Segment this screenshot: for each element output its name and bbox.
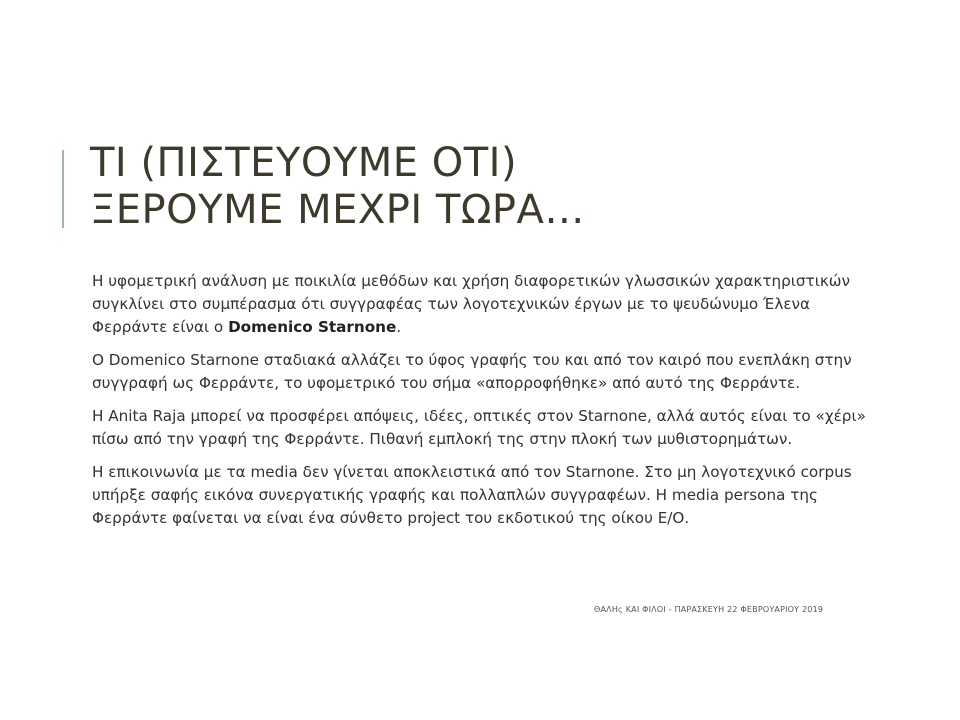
title-line-2: ΞΕΡΟΥΜΕ ΜΕΧΡΙ ΤΩΡΑ… [90, 187, 585, 233]
paragraph-3: Η Anita Raja μπορεί να προσφέρει απόψεις, ιδέες, οπτικές στον Starnone, αλλά αυτός είναι το «χέρι» πίσω από την γραφή της Φερράντε. Πιθανή εμπλοκή της στην πλοκή των μυθιστορημάτων. [92, 407, 866, 448]
slide-footer: ΘΑΛΗς ΚΑΙ ΦΙΛΟΙ - ΠΑΡΑΣΚΕΥΗ 22 ΦΕΒΡΟΥΑΡΙΟΥ 2019 [594, 605, 824, 614]
slide-title [90, 140, 910, 234]
paragraph-1-end: . [396, 318, 402, 336]
title-line-1: ΤΙ (ΠΙΣΤΕΥΟΥΜΕ ΟΤΙ) [90, 140, 518, 186]
title-accent-bar [62, 150, 64, 228]
paragraph-1-text: Η υφομετρική ανάλυση με ποικιλία μεθόδων και χρήση διαφορετικών γλωσσικών χαρακτηριστικών συγκλίνει στο συμπέρασμα ότι συγγραφέας των λογοτεχνικών έργων με το ψευδώνυμο Έλενα Φερράντε είναι ο [92, 272, 850, 336]
paragraph-4: Η επικοινωνία με τα media δεν γίνεται αποκλειστικά από τον Starnone. Στο μη λογοτεχνικό corpus υπήρξε σαφής εικόνα συνεργατικής γραφής και πολλαπλών συγγραφέων. Η media persona της Φερράντε φαίνεται να είναι ένα σύνθετο project του εκδοτικού της οίκου Ε/Ο. [92, 463, 852, 527]
paragraph-1-bold-name: Domenico Starnone [228, 318, 397, 336]
paragraph-2: Ο Domenico Starnone σταδιακά αλλάζει το ύφος γραφής του και από τον καιρό που ενεπλάκη στην συγγραφή ως Φερράντε, το υφομετρικό του σήμα «απορροφήθηκε» από αυτό της Φερράντε. [92, 351, 852, 392]
slide-body [92, 270, 872, 540]
paragraph-1 [92, 270, 872, 339]
